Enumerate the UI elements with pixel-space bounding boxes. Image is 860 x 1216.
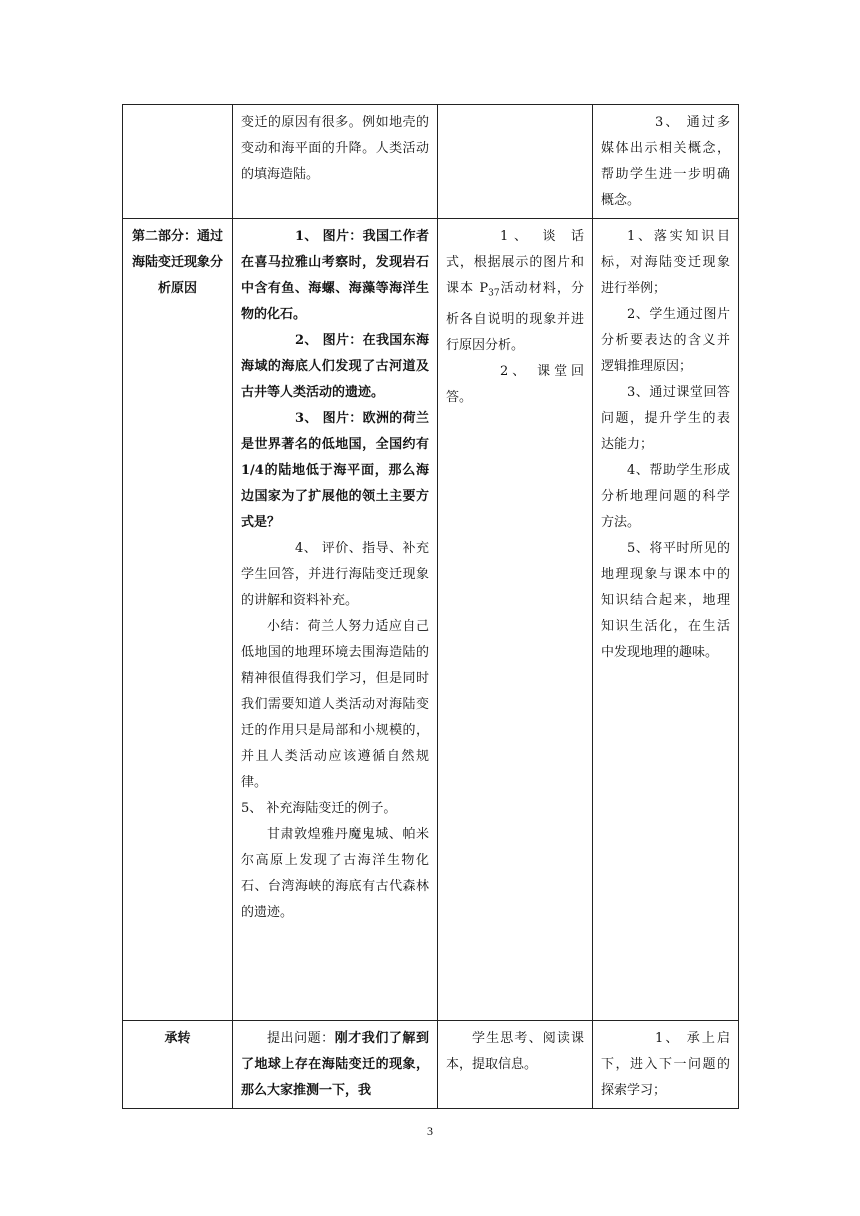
- intent-item: 1、 承上启下，进入下一问题的探索学习；: [601, 1031, 730, 1098]
- design-intent-cell: [593, 219, 739, 1021]
- teacher-text: 变迁的原因有很多。例如地壳的变动和海平面的升降。人类活动的填海造陆。: [241, 115, 429, 182]
- table-row: [123, 219, 739, 1021]
- table-row: [123, 105, 739, 219]
- stage-label: 第二部分：通过海陆变迁现象分析原因: [131, 229, 223, 296]
- student-item: [446, 224, 584, 359]
- intent-item: 3、通过课堂回答问题，提升学生的表达能力；: [601, 385, 730, 452]
- table-row: [123, 1021, 739, 1109]
- stage-label: 承转: [164, 1031, 191, 1046]
- design-intent-cell: [593, 1021, 739, 1109]
- intent-item: 2、学生通过图片分析要表达的含义并逻辑推理原因；: [601, 307, 730, 374]
- intent-item: 4、帮助学生形成分析地理问题的科学方法。: [601, 463, 730, 530]
- teacher-item: 4、 评价、指导、补充学生回答，并进行海陆变迁现象的讲解和资料补充。: [241, 541, 429, 608]
- intent-item: 5、将平时所见的地理现象与课本中的知识结合起来，地理知识生活化，在生活中发现地理的趣味。: [601, 541, 730, 660]
- question-prefix: 提出问题：: [267, 1031, 335, 1046]
- teacher-item: 2、 图片：在我国东海海域的海底人们发现了古河道及古井等人类活动的遗迹。: [241, 333, 429, 400]
- lesson-plan-table: [122, 104, 739, 1109]
- student-text-cont: 活动材料，分析各自说明的现象并进行原因分析。: [446, 281, 584, 353]
- question-text: 刚才我们了解到了地球上存在海陆变迁的现象，那么大家推测一下，我: [241, 1031, 429, 1098]
- intent-item: 1、落实知识目标，对海陆变迁现象进行举例；: [601, 229, 730, 296]
- page-number: 3: [427, 1124, 433, 1138]
- teacher-summary: 小结：荷兰人努力适应自己低地国的地理环境去围海造陆的精神很值得我们学习，但是同时我们需要知道人类活动对海陆变迁的作用只是局部和小规模的，并且人类活动应该遵循自然规律。: [241, 619, 429, 790]
- teacher-question: [241, 1026, 429, 1104]
- teacher-activity-cell: [233, 1021, 438, 1109]
- student-text: 1、 谈 话 式，根据展示的图片和课本: [446, 229, 584, 296]
- teacher-examples: 甘肃敦煌雅丹魔鬼城、帕米尔高原上发现了古海洋生物化石、台湾海峡的海底有古代森林的遗迹。: [241, 827, 429, 920]
- page-ref-number: 37: [488, 288, 500, 299]
- student-activity-cell: [438, 1021, 593, 1109]
- teacher-activity-cell: [233, 219, 438, 1021]
- stage-cell: [123, 105, 233, 219]
- stage-cell: [123, 219, 233, 1021]
- teacher-activity-cell: [233, 105, 438, 219]
- teacher-item: 1、 图片：我国工作者在喜马拉雅山考察时，发现岩石中含有鱼、海螺、海藻等海洋生物的化石。: [241, 229, 429, 322]
- stage-cell: [123, 1021, 233, 1109]
- teacher-item: 5、 补充海陆变迁的例子。: [241, 801, 397, 816]
- teacher-item: 3、 图片：欧洲的荷兰是世界著名的低地国，全国约有1/4的陆地低于海平面，那么海边国家为了扩展他的领土主要方式是？: [241, 411, 429, 530]
- student-item: 学生思考、阅读课本，提取信息。: [446, 1031, 584, 1072]
- intent-text: 3、 通过多媒体出示相关概念，帮助学生进一步明确概念。: [601, 115, 730, 208]
- design-intent-cell: [593, 105, 739, 219]
- student-item: 2、 课堂回答。: [446, 363, 584, 405]
- page-ref-letter: P: [479, 281, 489, 296]
- student-activity-cell: [438, 105, 593, 219]
- student-activity-cell: [438, 219, 593, 1021]
